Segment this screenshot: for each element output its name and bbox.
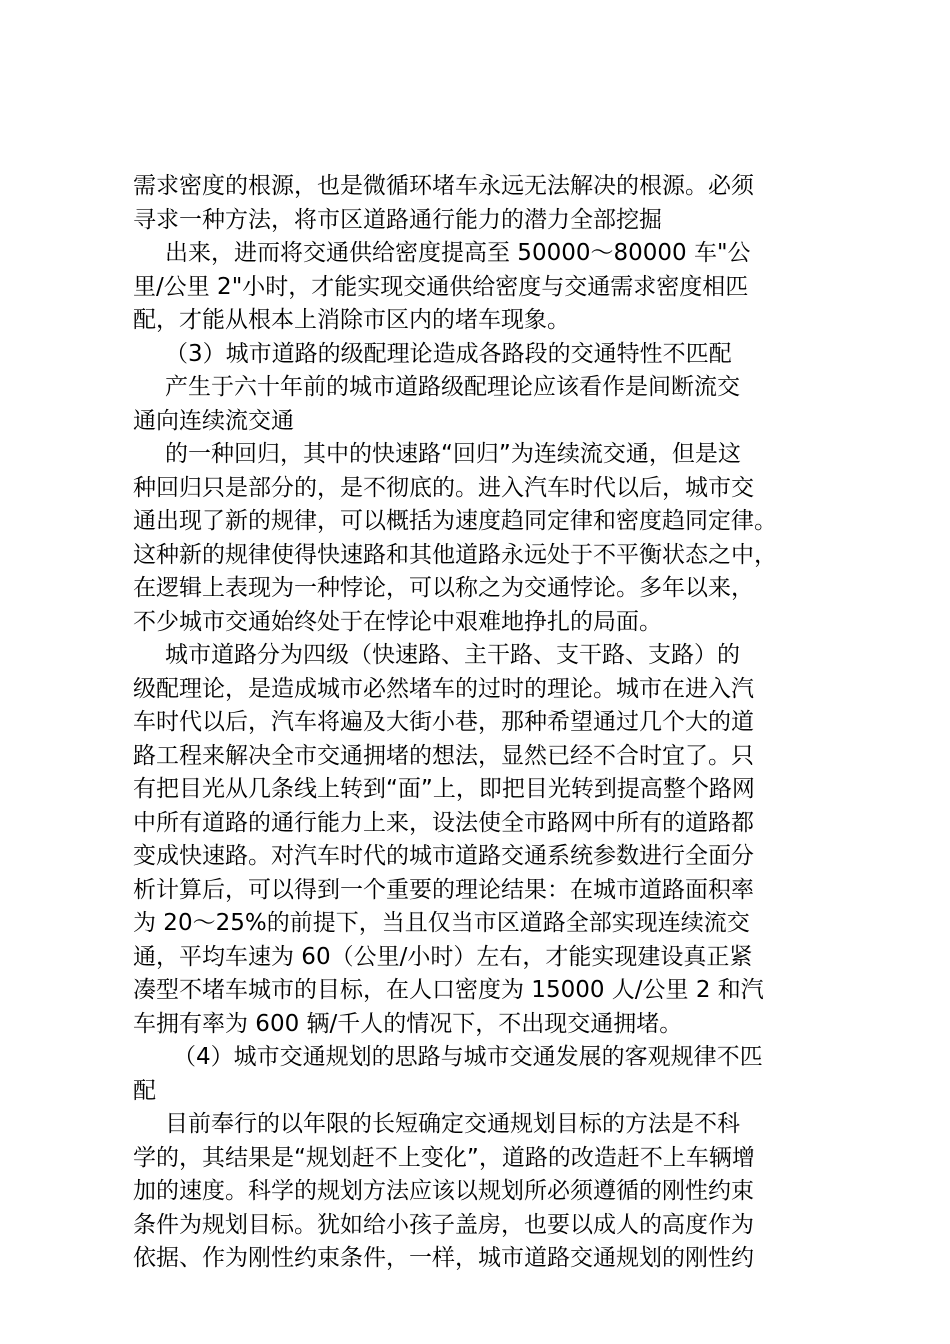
text-line: 配: [133, 1077, 156, 1104]
text-line: 加的速度。科学的规划方法应该以规划所必须遵循的刚性约束: [133, 1178, 754, 1204]
text-line: 产生于六十年前的城市道路级配理论应该看作是间断流交: [165, 374, 740, 400]
text-line: 析计算后，可以得到一个重要的理论结果：在城市道路面积率: [133, 876, 754, 903]
text-line: 不少城市交通始终处于在悖论中艰难地挣扎的局面。: [133, 608, 662, 635]
text-line: 这种新的规律使得快速路和其他道路永远处于不平衡状态之中，: [133, 541, 777, 568]
text-line: 城市道路分为四级（快速路、主干路、支干路、支路）的: [165, 642, 740, 668]
body-text: [133, 170, 833, 1276]
text-line: 条件为规划目标。犹如给小孩子盖房，也要以成人的高度作为: [133, 1211, 754, 1238]
text-line: 凑型不堵车城市的目标，在人口密度为 15000 人/公里 2 和汽: [133, 977, 764, 1003]
text-line: 车时代以后，汽车将遍及大街小巷，那种希望通过几个大的道: [133, 709, 754, 735]
text-line: 通，平均车速为 60（公里/小时）左右，才能实现建设真正紧: [133, 943, 753, 970]
text-line: 为 20～25%的前提下，当且仅当市区道路全部实现连续流交: [133, 910, 750, 936]
section-heading-3: （3）城市道路的级配理论造成各路段的交通特性不匹配: [165, 340, 732, 367]
text-line: 学的，其结果是“规划赶不上变化”，道路的改造赶不上车辆增: [133, 1144, 755, 1171]
text-line: 有把目光从几条线上转到“面”上，即把目光转到提高整个路网: [133, 776, 755, 802]
text-line: 里/公里 2"小时，才能实现交通供给密度与交通需求密度相匹: [133, 273, 749, 300]
text-line: 通出现了新的规律，可以概括为速度趋同定律和密度趋同定律。: [133, 508, 777, 534]
text-line: 级配理论，是造成城市必然堵车的过时的理论。城市在进入汽: [133, 675, 754, 702]
text-line: 依据、作为刚性约束条件，一样，城市道路交通规划的刚性约: [133, 1245, 754, 1271]
text-line: 目前奉行的以年限的长短确定交通规划目标的方法是不科: [165, 1111, 740, 1137]
text-line: 路工程来解决全市交通拥堵的想法，显然已经不合时宜了。只: [133, 742, 754, 769]
text-line: 变成快速路。对汽车时代的城市道路交通系统参数进行全面分: [133, 843, 754, 869]
text-line: 种回归只是部分的，是不彻底的。进入汽车时代以后，城市交: [133, 474, 754, 501]
text-line: 的一种回归，其中的快速路“回归”为连续流交通，但是这: [165, 441, 741, 467]
text-line: 配，才能从根本上消除市区内的堵车现象。: [133, 307, 570, 333]
text-line: 中所有道路的通行能力上来，设法使全市路网中所有的道路都: [133, 809, 754, 836]
text-line: 出来，进而将交通供给密度提高至 50000～80000 车"公: [165, 240, 751, 266]
text-line: 寻求一种方法，将市区道路通行能力的潜力全部挖掘: [133, 206, 662, 233]
section-heading-4: （4）城市交通规划的思路与城市交通发展的客观规律不匹: [173, 1044, 763, 1070]
text-line: 通向连续流交通: [133, 407, 294, 434]
text-line: 车拥有率为 600 辆/千人的情况下，不出现交通拥堵。: [133, 1010, 683, 1037]
text-line: 需求密度的根源，也是微循环堵车永远无法解决的根源。必须: [133, 173, 754, 199]
text-line: 在逻辑上表现为一种悖论，可以称之为交通悖论。多年以来，: [133, 575, 754, 601]
